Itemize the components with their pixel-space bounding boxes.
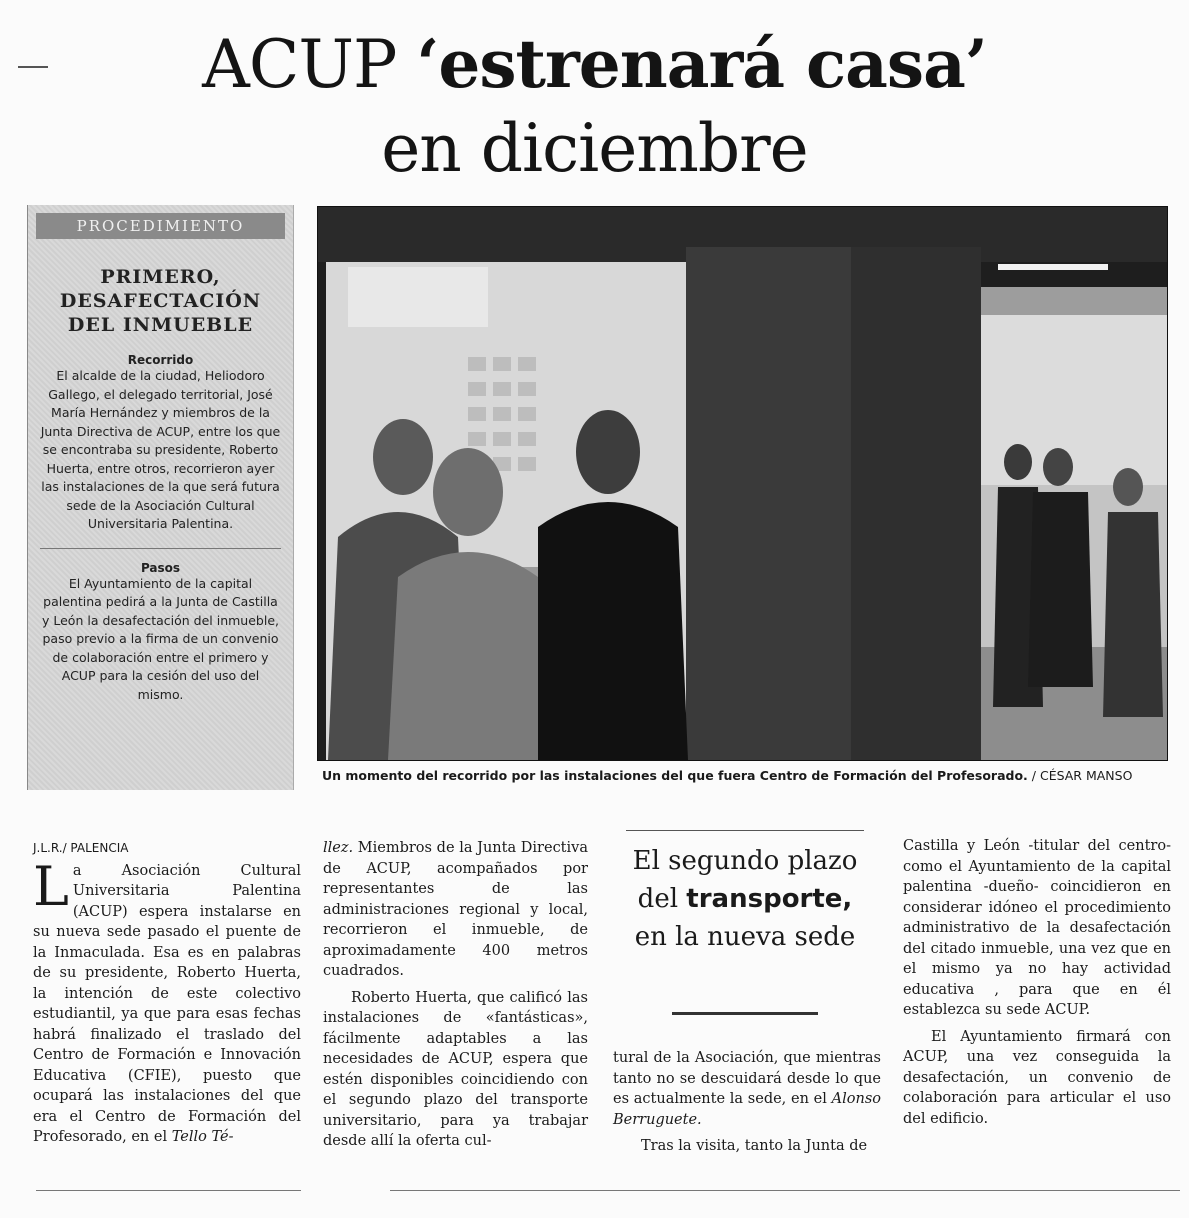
news-photo [317, 206, 1168, 761]
column-1-italic: Tello Té- [171, 1129, 234, 1145]
sidebar-section-text-recorrido: El alcalde de la ciudad, Heliodoro Gallego, el delegado territorial, José María Hernández y miembros de la Junta Directiva de ACUP, entre los que se encontraba su presidente, Roberto Huerta, entre otros, recorrieron ayer las instalaciones de la que será futura sede de la Asociación Cultural Universitaria Palentina. [40, 368, 281, 531]
column-4-text-2: El Ayuntamiento firmará con ACUP, una vez conseguida la desafectación, un convenio de colaboración para articular el uso del edificio. [903, 1028, 1171, 1127]
sidebar-section-title-recorrido: Recorrido [127, 353, 194, 367]
headline-line-2: en diciembre [381, 110, 808, 187]
pull-quote-line-1: El segundo plazo del [632, 846, 858, 914]
sidebar-section-text-pasos: El Ayuntamiento de la capital palentina pedirá a la Junta de Castilla y León la desafectación del inmueble, paso previo a la firma de un convenio de colaboración entre el primero y ACUP para la cesión del uso del mismo. [42, 575, 279, 702]
column-2-italic: llez. [323, 840, 354, 856]
pull-quote [626, 842, 864, 956]
sidebar-tag: PROCEDIMIENTO [36, 213, 285, 239]
column-3-italic: Alonso Berruguete. [613, 1091, 881, 1128]
caption-text: Un momento del recorrido por las instalaciones del que fuera Centro de Formación del Profesorado. [322, 768, 1028, 783]
sidebar-title-line: DEL INMUEBLE [67, 314, 254, 336]
article-column-3 [613, 1048, 881, 1157]
byline: J.L.R./ PALENCIA [33, 841, 129, 855]
photo-credit: / CÉSAR MANSO [1031, 768, 1133, 783]
column-2-text-1: Miembros de la Junta Directiva de ACUP, acompañados por representantes de las administraciones regional y local, recorrieron el inmueble, de aproximadamente 400 metros cuadrados. [323, 840, 588, 979]
column-4-text-1: Castilla y León -titular del centro- como el Ayuntamiento de la capital palentina -dueño- coincidieron en considerar idóneo el procedimiento administrativo de la desafectación del citado inmueble, una vez que en el mismo ya no hay actividad educativa , para que en él establezca su sede ACUP. [903, 838, 1171, 1018]
bottom-rule-left [36, 1190, 301, 1191]
sidebar-title-line: PRIMERO, [100, 266, 221, 288]
column-3-text-2: Tras la visita, tanto la Junta de [641, 1138, 868, 1154]
headline-line-1 [0, 22, 1189, 107]
headline [0, 22, 1189, 191]
pull-quote-bottom-rule [672, 1012, 818, 1015]
photo-illustration [318, 207, 1167, 760]
sidebar-title-line: DESAFECTACIÓN [59, 290, 262, 312]
sidebar-divider [40, 548, 281, 549]
pull-quote-top-rule [626, 830, 864, 831]
bottom-rule-right [390, 1190, 1180, 1191]
sidebar-box [27, 205, 294, 790]
column-2-text-2: Roberto Huerta, que calificó las instalaciones de «fantásticas», fácilmente adaptables a las necesidades de ACUP, espera que estén disponibles coincidiendo con el segundo plazo del transporte universitario, para ya trabajar desde allí la oferta cul- [323, 989, 588, 1149]
article-column-1 [33, 838, 301, 1148]
sidebar-title [28, 265, 293, 337]
headline-bold: ‘estrenará casa’ [416, 25, 987, 103]
headline-plain: ACUP [202, 26, 417, 103]
sidebar-section-title-pasos: Pasos [140, 560, 181, 575]
column-1-text: a Asociación Cultural Universitaria Palentina (ACUP) espera instalarse en su nueva sede pasado el puente de la Inmaculada. Esa es en palabras de su presidente, Roberto Huerta, la intención de este colectivo estudiantil, ya que para esas fechas habrá finalizado el traslado del Centro de Formación e Innovación Educativa (CFIE), puesto que ocupará las instalaciones del que era el Centro de Formación del Profesorado, en el [33, 862, 301, 1145]
drop-cap: L [33, 854, 69, 918]
column-3-text-1: tural de la Asociación, que mientras tanto no se descuidará desde lo que es actualmente la sede, en el [613, 1050, 881, 1107]
photo-caption [322, 768, 1182, 783]
pull-quote-line-2: en la nueva sede [634, 922, 856, 952]
article-column-2 [323, 838, 588, 1152]
pull-quote-bold: transporte, [686, 884, 853, 914]
article-column-4 [903, 836, 1171, 1129]
